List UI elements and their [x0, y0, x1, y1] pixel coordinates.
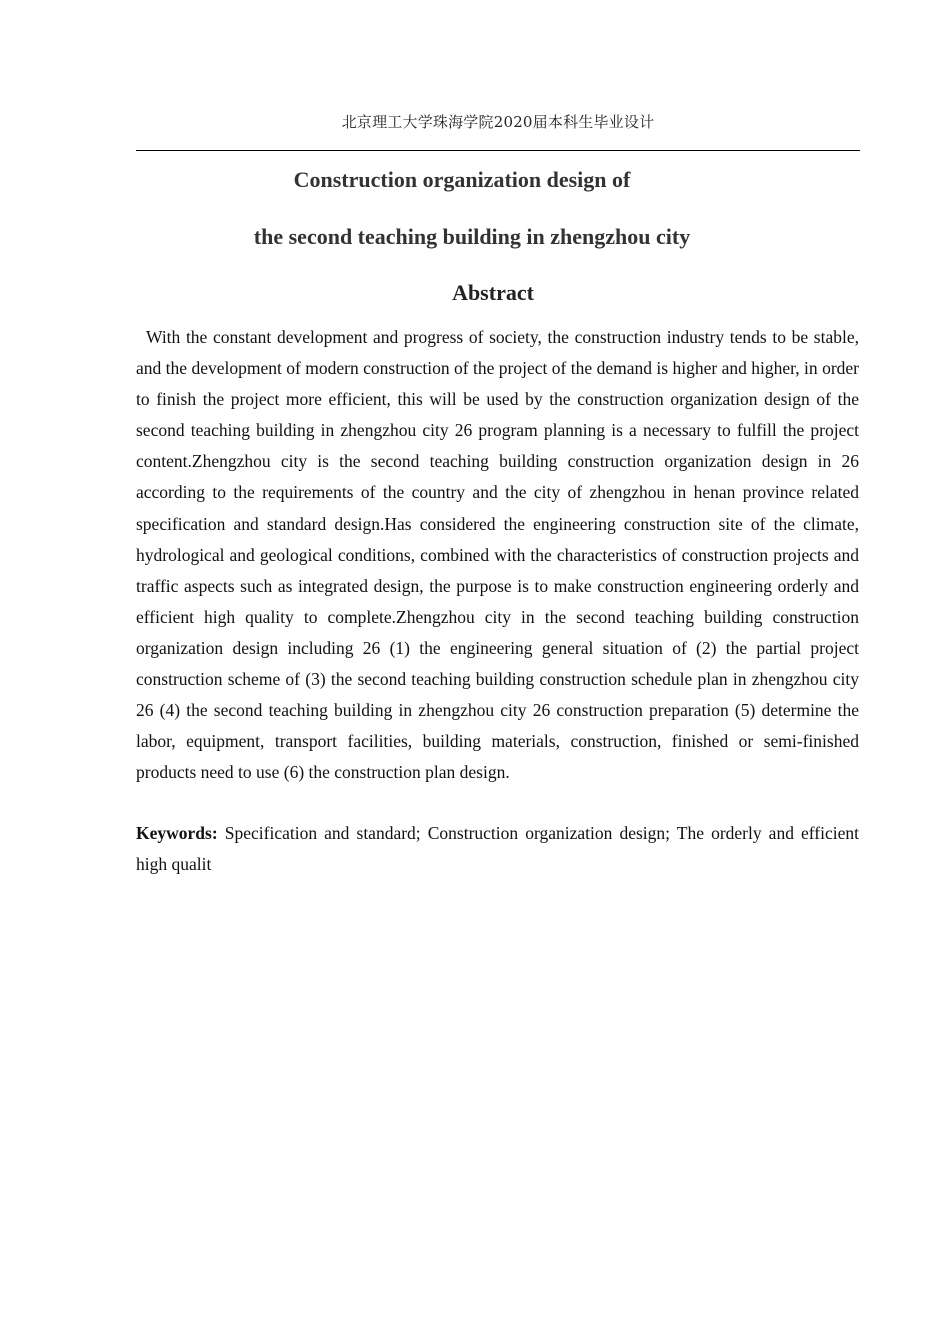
title-line-2: the second teaching building in zhengzhou city [253, 224, 691, 249]
abstract-heading: Abstract [452, 280, 534, 305]
title-line-1: Construction organization design of [293, 167, 631, 192]
keywords-label: Keywords: [136, 823, 218, 843]
page-header: 北京理工大学珠海学院2020届本科生毕业设计 [341, 113, 655, 131]
header-divider [136, 150, 860, 151]
keywords-text: Specification and standard; Construction organization design; The orderly and efficient high qualit [136, 823, 860, 874]
keywords-paragraph [136, 818, 859, 880]
abstract-body: With the constant development and progress of society, the construction industry tends to be stable, and the development of modern construction of the project of the demand is higher and higher, in order to finish the project more efficient, this will be used by the construction organization design of the second teaching building in zhengzhou city 26 program planning is a necessary to fulfill the project content.Zhengzhou city is the second teaching building construction organization design in 26 according to the requirements of the country and the city of zhengzhou in henan province related specification and standard design.Has considered the engineering construction site of the climate, hydrological and geological conditions, combined with the characteristics of construction projects and traffic aspects such as integrated design, the purpose is to make construction engineering orderly and efficient high quality to complete.Zhengzhou city in the second teaching building construction organization design including 26 (1) the engineering general situation of (2) the partial project construction scheme of (3) the second teaching building construction schedule plan in zhengzhou city 26 (4) the second teaching building in zhengzhou city 26 construction preparation (5) determine the labor, equipment, transport facilities, building materials, construction, finished or semi-finished products need to use (6) the construction plan design. [136, 327, 859, 783]
